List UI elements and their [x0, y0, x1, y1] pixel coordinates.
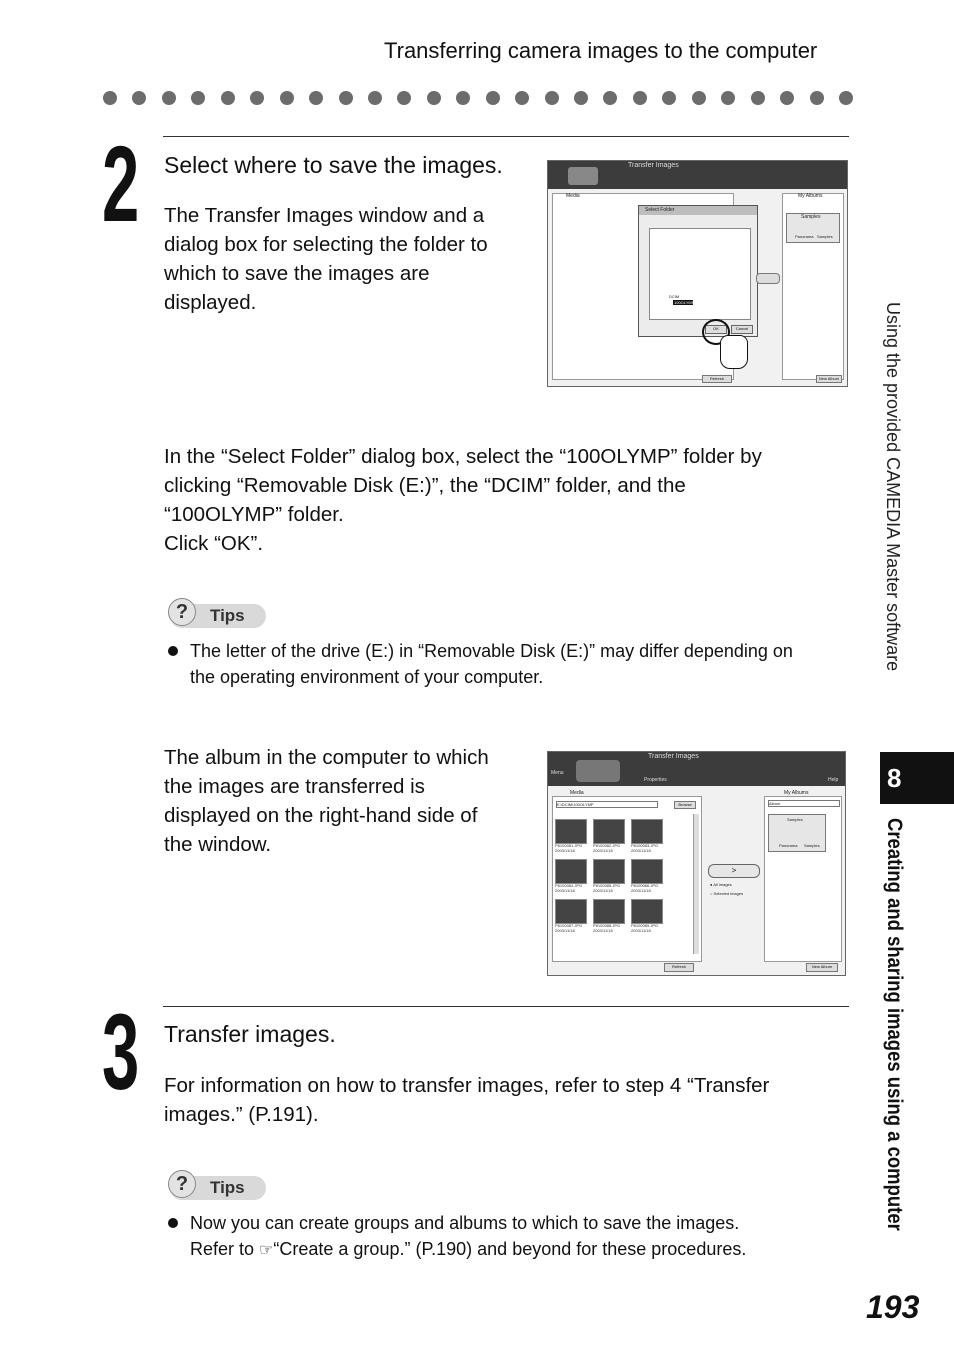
- question-icon: ?: [168, 1170, 196, 1198]
- refresh-button[interactable]: Refresh: [702, 375, 732, 383]
- radio-all-images[interactable]: ● All images: [710, 882, 732, 887]
- bullet: [168, 1218, 178, 1228]
- step2-rule: [163, 136, 849, 137]
- browse-button[interactable]: Browse: [674, 801, 696, 809]
- thumbnail-caption: P8100081.JPG 2003/11/18: [555, 843, 583, 853]
- question-icon: ?: [168, 598, 196, 626]
- step2-instruction: In the “Select Folder” dialog box, select the “100OLYMP” folder by clicking “Removable Disk (E:)”, the “DCIM” folder, and the “100OLYMP” folder. Click “OK”.: [164, 445, 762, 555]
- transfer-arrow-button[interactable]: >: [708, 864, 760, 878]
- step3-description: For information on how to transfer images, refer to step 4 “Transfer images.” (P.191).: [164, 1074, 770, 1126]
- pointing-hand-icon: [720, 335, 748, 369]
- new-album-button[interactable]: New Album: [816, 375, 842, 383]
- tip-text: The letter of the drive (E:) in “Removable Disk (E:)” may differ depending on the operating environment of your computer.: [190, 641, 793, 687]
- thumbnail[interactable]: [631, 859, 663, 884]
- thumbnail[interactable]: [593, 819, 625, 844]
- dot-divider: [103, 89, 853, 107]
- refresh-button[interactable]: Refresh: [664, 963, 694, 972]
- thumbnail[interactable]: [631, 819, 663, 844]
- cancel-button[interactable]: Cancel: [731, 325, 753, 334]
- camera-icon: [568, 167, 598, 185]
- step2-description: The Transfer Images window and a dialog box for selecting the folder to which to save the images are displayed.: [164, 204, 488, 314]
- thumbnail-caption: P8100087.JPG 2003/11/18: [555, 923, 583, 933]
- section-label: Using the provided CAMEDIA Master software: [883, 302, 903, 672]
- thumbnail-caption: P8100084.JPG 2003/11/18: [555, 883, 583, 893]
- page-number: 193: [866, 1289, 920, 1325]
- reference-icon: ☞: [259, 1242, 274, 1259]
- bullet: [168, 646, 178, 656]
- tips-label: Tips: [210, 1178, 245, 1197]
- step3-number: 3: [102, 991, 140, 1112]
- screenshot-select-folder: Transfer Images Media My Albums Samples Panorama Samples Select Folder DCIM 100OLYMP OK Cancel Refresh New Album: [547, 160, 848, 387]
- tip-text: Now you can create groups and albums to which to save the images. Refer to ☞“Create a group.” (P.190) and beyond for these procedures.: [190, 1213, 747, 1259]
- scrollbar[interactable]: [693, 814, 699, 954]
- step3-title: Transfer images.: [164, 1021, 336, 1047]
- step2-number: 2: [102, 123, 140, 244]
- album-description: The album in the computer to which the images are transferred is displayed on the right-hand side of the window.: [164, 746, 489, 856]
- thumbnail-caption: P8100086.JPG 2003/11/18: [631, 883, 659, 893]
- thumbnail-caption: P8100085.JPG 2003/11/18: [593, 883, 621, 893]
- thumbnail[interactable]: [555, 899, 587, 924]
- step3-rule: [163, 1006, 849, 1007]
- chapter-title: Creating and sharing images using a computer: [883, 818, 906, 1231]
- thumbnail[interactable]: [593, 859, 625, 884]
- radio-selected-images[interactable]: ○ Selected images: [710, 891, 744, 896]
- thumbnail-caption: P8100088.JPG 2003/11/18: [593, 923, 621, 933]
- select-folder-dialog: Select Folder DCIM 100OLYMP OK Cancel: [638, 205, 758, 337]
- tips-label: Tips: [210, 606, 245, 625]
- thumbnail-caption: P8100089.JPG 2003/11/18: [631, 923, 659, 933]
- ok-button[interactable]: OK: [705, 325, 727, 334]
- thumbnail-caption: P8100082.JPG 2003/11/18: [593, 843, 621, 853]
- screenshot-transfer-window: Transfer Images Menu Properties Help Media E:\DCIM\100OLYMP Browse P8100081.JPG 2003/11/18 P8100082.JPG 2003/11/18 P8100083.JPG 2003/11/18 P8100084.JPG 2003/11/18 P8100085.JPG 2003/11/18 P8100086.JPG 2003/11/18 P8100087.JPG 2003/11/18 P8100088.JPG 2003/11/18 P8100089.JPG 2003/11/18 Refresh > ● All images ○ Selected images My Albums Album Samples Panorama Samples New Album: [547, 751, 846, 976]
- thumbnail[interactable]: [555, 859, 587, 884]
- step2-title: Select where to save the images.: [164, 152, 503, 178]
- thumbnail[interactable]: [593, 899, 625, 924]
- thumbnail[interactable]: [555, 819, 587, 844]
- camera-icon: [576, 760, 620, 782]
- running-header: Transferring camera images to the computer: [384, 38, 818, 63]
- thumbnail[interactable]: [631, 899, 663, 924]
- chapter-number-tab: 8: [880, 752, 954, 804]
- thumbnail-caption: P8100083.JPG 2003/11/18: [631, 843, 659, 853]
- new-album-button[interactable]: New Album: [806, 963, 838, 972]
